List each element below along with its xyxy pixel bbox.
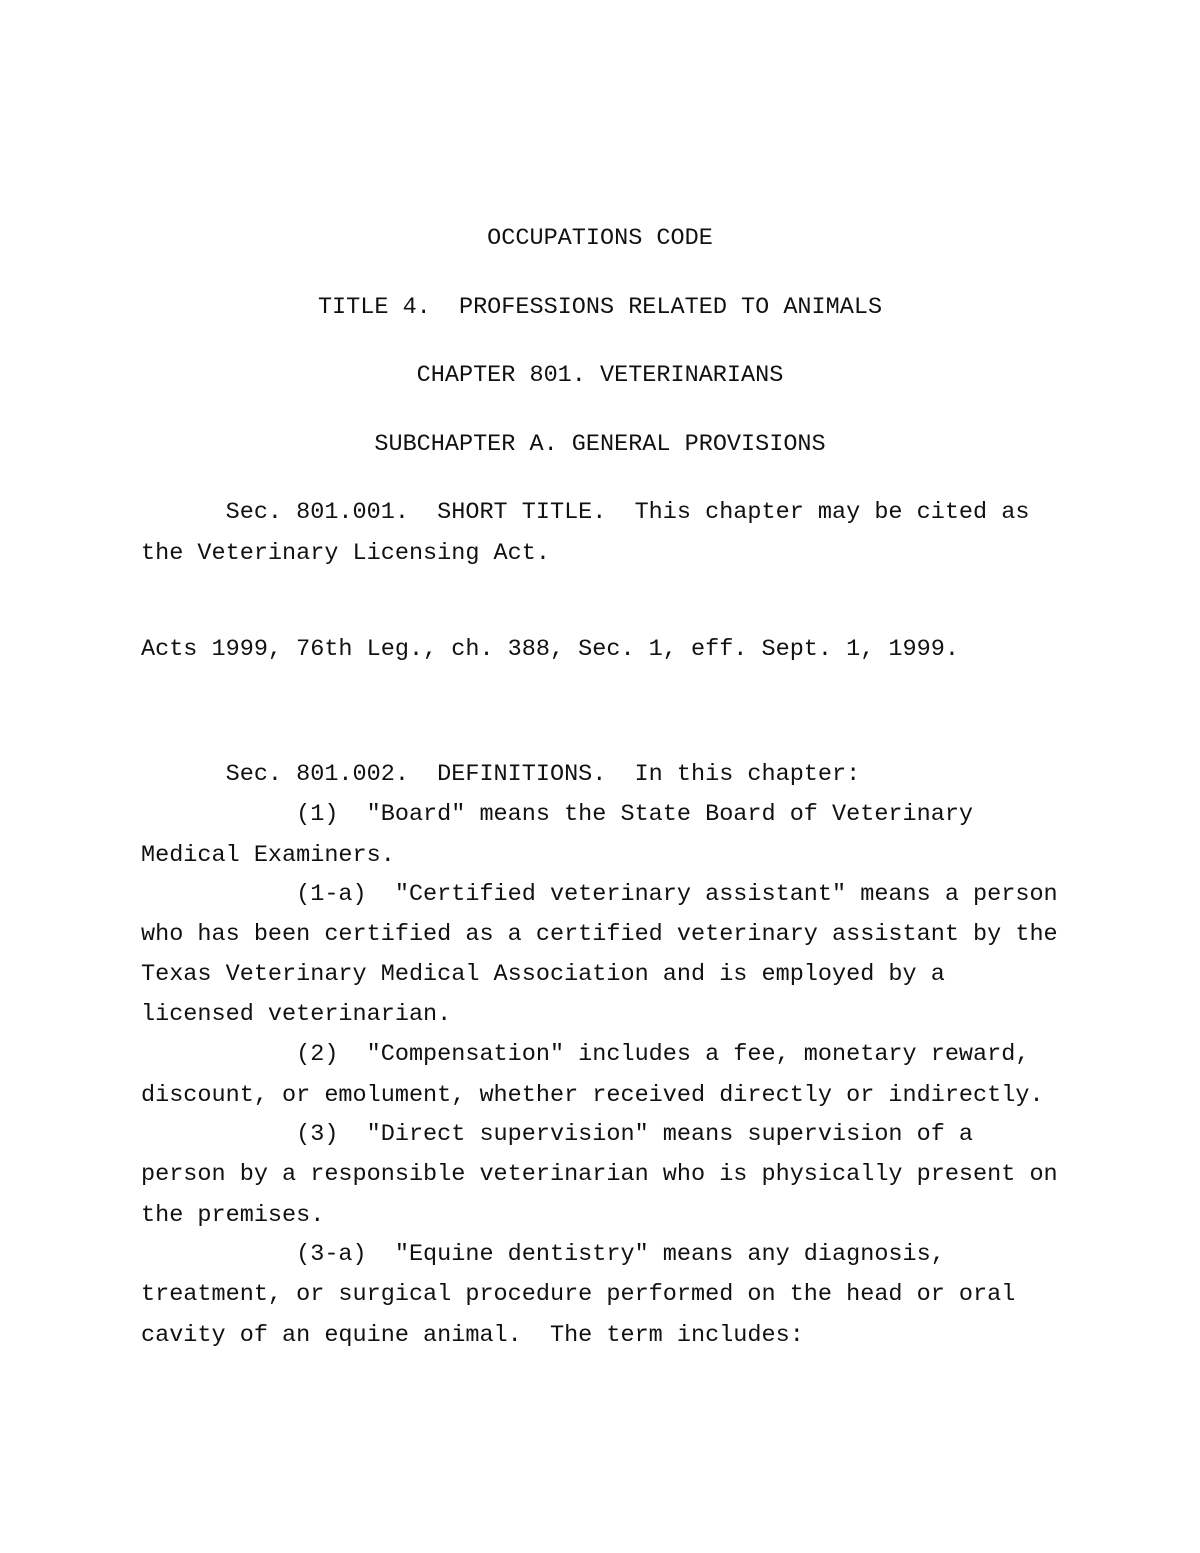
- definition-1a-line: who has been certified as a certified veterinary assistant by the: [141, 921, 1058, 948]
- section-801-001-history: Acts 1999, 76th Leg., ch. 388, Sec. 1, eff. Sept. 1, 1999.: [141, 636, 959, 663]
- definition-3-line: the premises.: [141, 1202, 325, 1229]
- subchapter-heading: SUBCHAPTER A. GENERAL PROVISIONS: [374, 431, 826, 458]
- definition-3a-line: (3-a) "Equine dentistry" means any diagnosis,: [141, 1241, 945, 1268]
- definition-1a-line: Texas Veterinary Medical Association and is employed by a: [141, 961, 945, 988]
- definition-3a-line: treatment, or surgical procedure performed on the head or oral: [141, 1281, 1016, 1308]
- definition-1-line: (1) "Board" means the State Board of Veterinary: [141, 801, 974, 828]
- section-801-001-line: Sec. 801.001. SHORT TITLE. This chapter may be cited as: [141, 499, 1030, 526]
- definition-1a-line: (1-a) "Certified veterinary assistant" means a person: [141, 881, 1058, 908]
- definition-2-line: (2) "Compensation" includes a fee, monetary reward,: [141, 1041, 1030, 1068]
- definition-2-line: discount, or emolument, whether received directly or indirectly.: [141, 1082, 1044, 1109]
- definition-3-line: person by a responsible veterinarian who is physically present on: [141, 1161, 1058, 1188]
- definition-3a-line: cavity of an equine animal. The term includes:: [141, 1322, 804, 1349]
- title-heading: TITLE 4. PROFESSIONS RELATED TO ANIMALS: [317, 294, 883, 321]
- definition-1-line: Medical Examiners.: [141, 842, 395, 869]
- section-801-002-heading: Sec. 801.002. DEFINITIONS. In this chapter:: [141, 761, 861, 788]
- section-801-001-line: the Veterinary Licensing Act.: [141, 540, 550, 567]
- chapter-heading: CHAPTER 801. VETERINARIANS: [416, 362, 784, 389]
- definition-3-line: (3) "Direct supervision" means supervision of a: [141, 1121, 974, 1148]
- code-heading: OCCUPATIONS CODE: [487, 225, 713, 252]
- definition-1a-line: licensed veterinarian.: [141, 1001, 452, 1028]
